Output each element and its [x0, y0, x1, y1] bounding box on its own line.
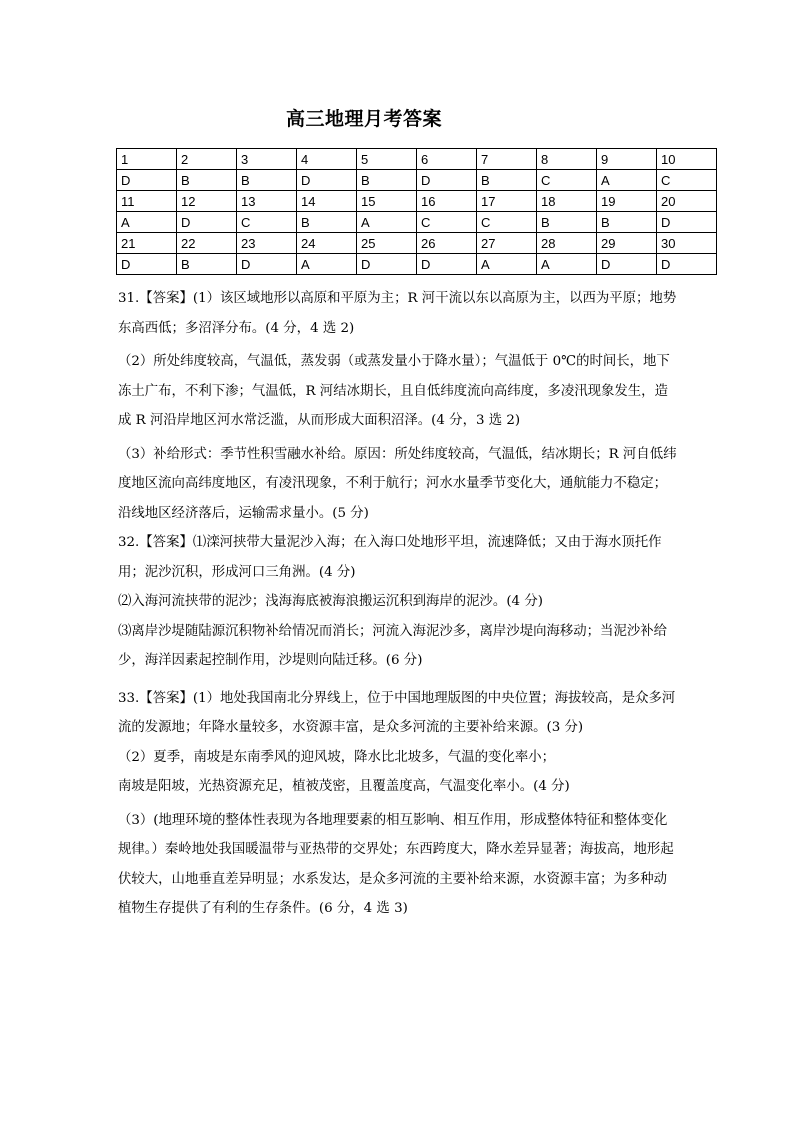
table-cell: 9	[597, 149, 657, 170]
table-cell: C	[477, 212, 537, 233]
table-cell: B	[297, 212, 357, 233]
table-cell: 14	[297, 191, 357, 212]
table-cell: 24	[297, 233, 357, 254]
table-cell: A	[597, 170, 657, 191]
q32-part3: ⑶离岸沙堤随陆源沉积物补给情况而消长；河流入海泥沙多，离岸沙堤向海移动；当泥沙补给少，海洋因素起控制作用，沙堤则向陆迁移。(6 分)	[118, 623, 668, 668]
table-cell: 3	[237, 149, 297, 170]
table-cell: D	[177, 212, 237, 233]
table-cell: B	[597, 212, 657, 233]
table-cell: D	[597, 254, 657, 275]
table-cell: A	[297, 254, 357, 275]
q33-part2a: （2）夏季，南坡是东南季风的迎风坡，降水比北坡多，气温的变化率小；	[118, 749, 556, 765]
table-cell: 28	[537, 233, 597, 254]
table-cell: 12	[177, 191, 237, 212]
q31-part3: （3）补给形式：季节性积雪融水补给。原因：所处纬度较高，气温低，结冰期长；R 河自低纬度地区流向高纬度地区，有凌汛现象，不利于航行；河水水量季节变化大，通航能力不稳定；沿线地区经济落后，运输需求量小。(5 分)	[118, 446, 677, 521]
table-cell: D	[417, 170, 477, 191]
table-cell: C	[537, 170, 597, 191]
table-cell: A	[477, 254, 537, 275]
table-cell: 7	[477, 149, 537, 170]
table-cell: D	[237, 254, 297, 275]
table-cell: B	[537, 212, 597, 233]
table-row	[117, 212, 717, 233]
table-cell: D	[417, 254, 477, 275]
answer-table-body	[117, 149, 717, 275]
table-cell: B	[177, 254, 237, 275]
table-cell: 26	[417, 233, 477, 254]
table-cell: D	[657, 212, 717, 233]
table-cell: 5	[357, 149, 417, 170]
table-cell: 22	[177, 233, 237, 254]
table-cell: 13	[237, 191, 297, 212]
table-cell: 1	[117, 149, 177, 170]
page-title: 高三地理月考答案	[285, 108, 442, 130]
q31-part1: 31.【答案】(1）该区域地形以高原和平原为主；R 河干流以东以高原为主，以西为平原；地势东高西低；多沼泽分布。(4 分，4 选 2)	[118, 291, 677, 336]
q32-part2: ⑵入海河流挟带的泥沙；浅海海底被海浪搬运沉积到海岸的泥沙。(4 分)	[118, 594, 543, 609]
table-cell: 21	[117, 233, 177, 254]
q33-part1: 33.【答案】(1）地处我国南北分界线上，位于中国地理版图的中央位置；海拔较高，是众多河流的发源地；年降水量较多，水资源丰富，是众多河流的主要补给来源。(3 分)	[118, 690, 676, 735]
answer-table	[116, 148, 717, 275]
table-cell: 15	[357, 191, 417, 212]
table-cell: B	[357, 170, 417, 191]
table-cell: 29	[597, 233, 657, 254]
table-cell: C	[417, 212, 477, 233]
table-cell: A	[357, 212, 417, 233]
table-cell: D	[297, 170, 357, 191]
table-cell: 11	[117, 191, 177, 212]
table-row	[117, 254, 717, 275]
table-cell: D	[357, 254, 417, 275]
q32-part1: 32.【答案】⑴滦河挟带大量泥沙入海；在入海口处地形平坦，流速降低；又由于海水顶托作用；泥沙沉积，形成河口三角洲。(4 分)	[118, 535, 662, 580]
table-cell: 16	[417, 191, 477, 212]
table-row	[117, 149, 717, 170]
answer-section	[118, 284, 678, 924]
table-cell: 6	[417, 149, 477, 170]
table-cell: B	[177, 170, 237, 191]
table-cell: 23	[237, 233, 297, 254]
table-row	[117, 233, 717, 254]
q31-part2: （2）所处纬度较高，气温低，蒸发弱（或蒸发量小于降水量）；气温低于 0℃的时间长，地下冻土广布，不利下渗；气温低，R 河结冰期长，且自低纬度流向高纬度，多凌汛现象发生，造成 R 河沿岸地区河水常泛滥，从而形成大面积沼泽。(4 分，3 选 2)	[118, 354, 670, 428]
table-cell: B	[237, 170, 297, 191]
table-cell: D	[117, 254, 177, 275]
table-cell: D	[657, 254, 717, 275]
table-cell: 20	[657, 191, 717, 212]
table-cell: 2	[177, 149, 237, 170]
table-cell: 30	[657, 233, 717, 254]
table-cell: 8	[537, 149, 597, 170]
table-row	[117, 191, 717, 212]
q33-part3: （3）(地理环境的整体性表现为各地理要素的相互影响、相互作用，形成整体特征和整体变化规律。）秦岭地处我国暖温带与亚热带的交界处；东西跨度大，降水差异显著；海拔高，地形起伏较大，山地垂直差异明显；水系发达，是众多河流的主要补给来源，水资源丰富；为多种动植物生存提供了有利的生存条件。(6 分，4 选 3)	[118, 812, 674, 916]
table-cell: A	[117, 212, 177, 233]
table-cell: 10	[657, 149, 717, 170]
table-cell: B	[477, 170, 537, 191]
table-cell: 18	[537, 191, 597, 212]
q33-part2b: 南坡是阳坡，光热资源充足，植被茂密，且覆盖度高，气温变化率小。(4 分)	[118, 779, 570, 794]
table-cell: 19	[597, 191, 657, 212]
table-cell: C	[237, 212, 297, 233]
table-cell: 4	[297, 149, 357, 170]
table-cell: 17	[477, 191, 537, 212]
table-cell: C	[657, 170, 717, 191]
table-cell: 27	[477, 233, 537, 254]
table-cell: 25	[357, 233, 417, 254]
table-cell: A	[537, 254, 597, 275]
table-cell: D	[117, 170, 177, 191]
table-row	[117, 170, 717, 191]
